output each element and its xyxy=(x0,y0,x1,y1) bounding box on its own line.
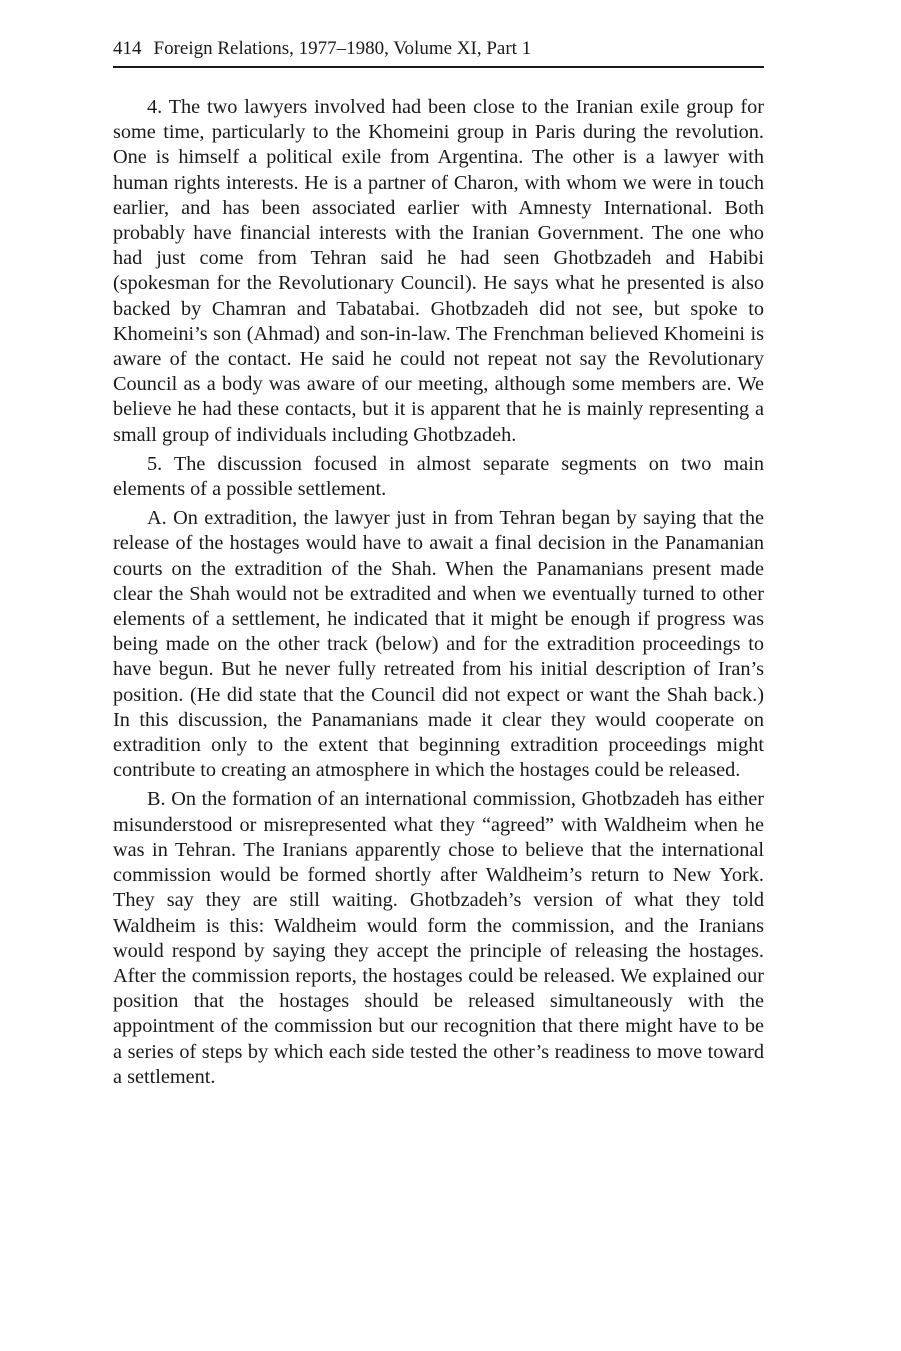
paragraph-5a: A. On extradition, the lawyer just in from Tehran began by saying that the release of the hostages would have to await a final decision in the Panamanian courts on the extradition of the Shah. When the Panamanians present made clear the Shah would not be extradited and when we eventually turned to other elements of a settlement, he indicated that it might be enough if progress was being made on the other track (below) and for the extradition proceedings to have begun. But he never fully retreated from his initial description of Iran’s position. (He did state that the Council did not expect or want the Shah back.) In this discussion, the Panamanians made it clear they would cooperate on extradition only to the extent that beginning extradition proceedings might contribute to creating an atmosphere in which the hostages could be released. xyxy=(113,507,764,782)
paragraph-5: 5. The discussion focused in almost separate segments on two main elements of a possible settlement. xyxy=(113,452,764,501)
header-title: Foreign Relations, 1977–1980, Volume XI, Part 1 xyxy=(153,38,532,59)
body-text xyxy=(113,95,764,1090)
paragraph-5b: B. On the formation of an international commission, Ghotbzadeh has either misunderstood or misrepresented what they “agreed” with Waldheim when he was in Tehran. The Iranians apparently chose to believe that the international commission would be formed shortly after Waldheim’s return to New York. They say they are still waiting. Ghotbzadeh’s version of what they told Waldheim is this: Waldheim would form the commission, and the Iranians would respond by saying they accept the principle of releasing the hostages. After the commission reports, the hostages could be released. We explained our position that the hostages should be released simultaneously with the appointment of the commission but our recognition that there might have to be a series of steps by which each side tested the other’s readiness to move toward a settlement. xyxy=(113,788,764,1088)
running-header xyxy=(113,36,764,68)
paragraph-4: 4. The two lawyers involved had been close to the Iranian exile group for some time, particularly to the Khomeini group in Paris during the revolution. One is himself a political exile from Argentina. The other is a lawyer with human rights interests. He is a partner of Charon, with whom we were in touch earlier, and has been associated earlier with Amnesty International. Both probably have financial interests with the Iranian Government. The one who had just come from Tehran said he had seen Ghotbzadeh and Habibi (spokesman for the Revolutionary Council). He says what he presented is also backed by Chamran and Tabatabai. Ghotbzadeh did not see, but spoke to Khomeini’s son (Ahmad) and son-in-law. The Frenchman believed Khomeini is aware of the contact. He said he could not repeat not say the Revolutionary Council as a body was aware of our meeting, although some members are. We believe he had these contacts, but it is apparent that he is mainly representing a small group of individuals including Ghotbzadeh. xyxy=(113,96,764,446)
document-page xyxy=(113,36,764,1094)
page-number: 414 xyxy=(113,38,142,59)
